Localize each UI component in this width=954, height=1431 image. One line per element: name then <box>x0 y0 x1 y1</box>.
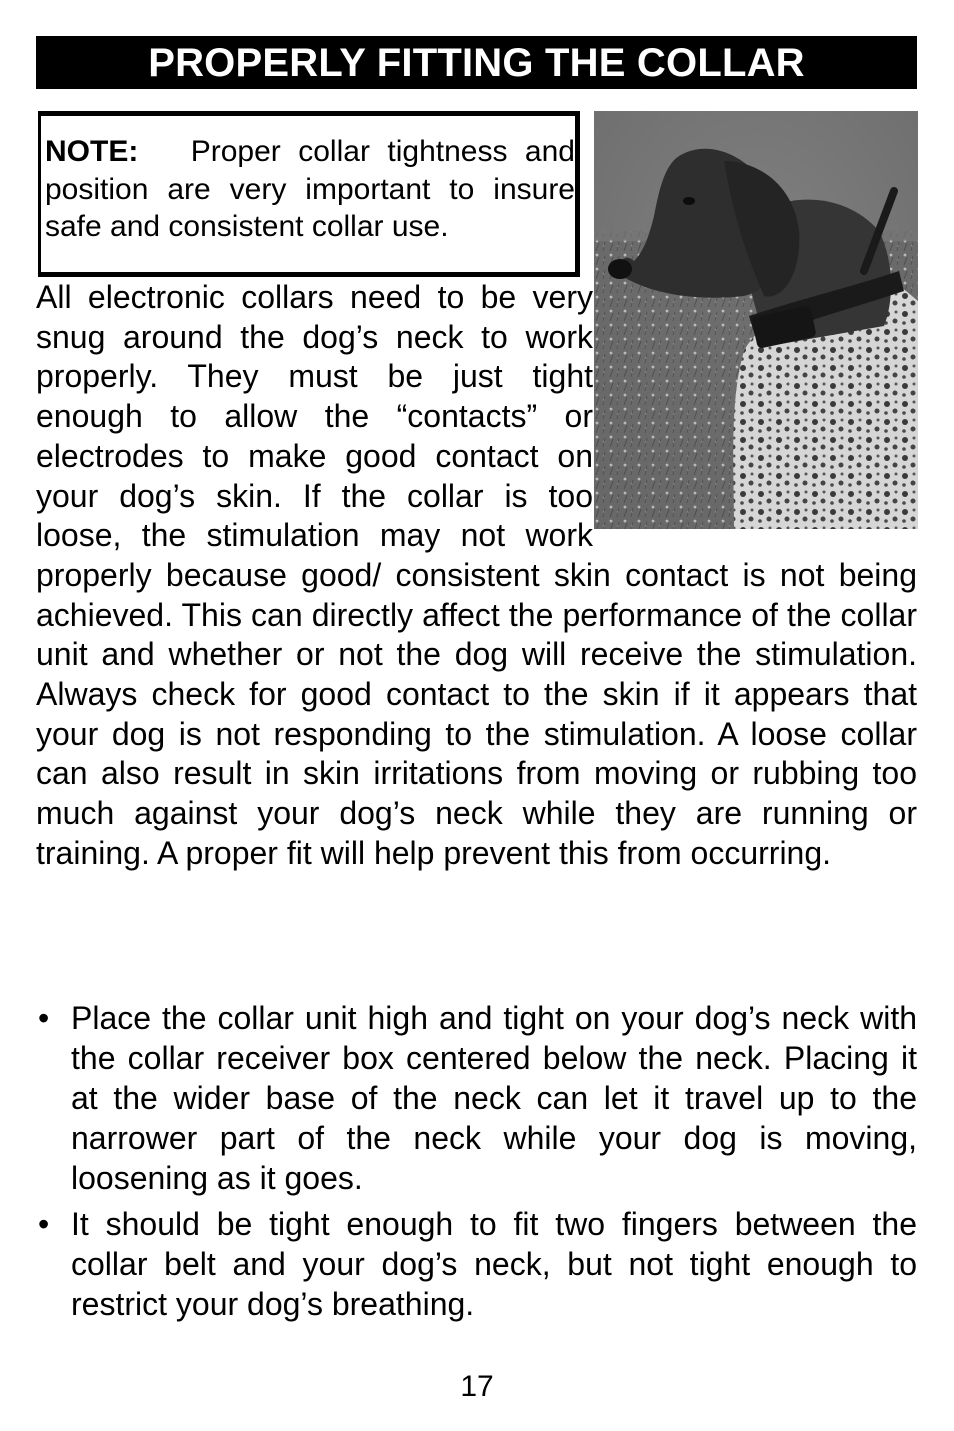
body-paragraph: All electronic collars need to be very snug around the dog’s neck to work properly. They must be just tight enough to allow the “contacts” or electrodes to make good contact on your dog’s skin. If the collar is too loose, the stimulation may not work properly because good/ consistent skin contact is not being achieved. This can directly affect the performance of the collar unit and whether or not the dog will receive the stimulation. Always check for good contact to the skin if it appears that your dog is not responding to the stimulation. A loose collar can also result in skin irritations from moving or rubbing too much against your dog’s neck while they are running or training. A proper fit will help prevent this from occurring. <box>36 279 917 871</box>
note-box <box>38 111 580 277</box>
page-title: PROPERLY FITTING THE COLLAR <box>36 36 917 89</box>
note-text: Proper collar tightness and position are very important to insure safe and consistent collar use. <box>45 135 575 243</box>
bullet-icon: • <box>38 1000 50 1036</box>
list-item <box>36 1204 917 1324</box>
photo-float-spacer <box>593 278 917 536</box>
page-number: 17 <box>460 1370 494 1403</box>
note-label: NOTE: <box>45 135 139 168</box>
list-item <box>36 998 917 1198</box>
body-paragraph-container <box>36 278 917 874</box>
bullet-list <box>36 998 917 1330</box>
bullet-text: It should be tight enough to fit two fingers between the collar belt and your dog’s neck, but not tight enough to restrict your dog’s breathing. <box>71 1206 917 1322</box>
bullet-text: Place the collar unit high and tight on your dog’s neck with the collar receiver box centered below the neck. Placing it at the wider base of the neck can let it travel up to the narrower part of the neck while your dog is moving, loosening as it goes. <box>71 1000 917 1196</box>
bullet-icon: • <box>38 1206 50 1242</box>
